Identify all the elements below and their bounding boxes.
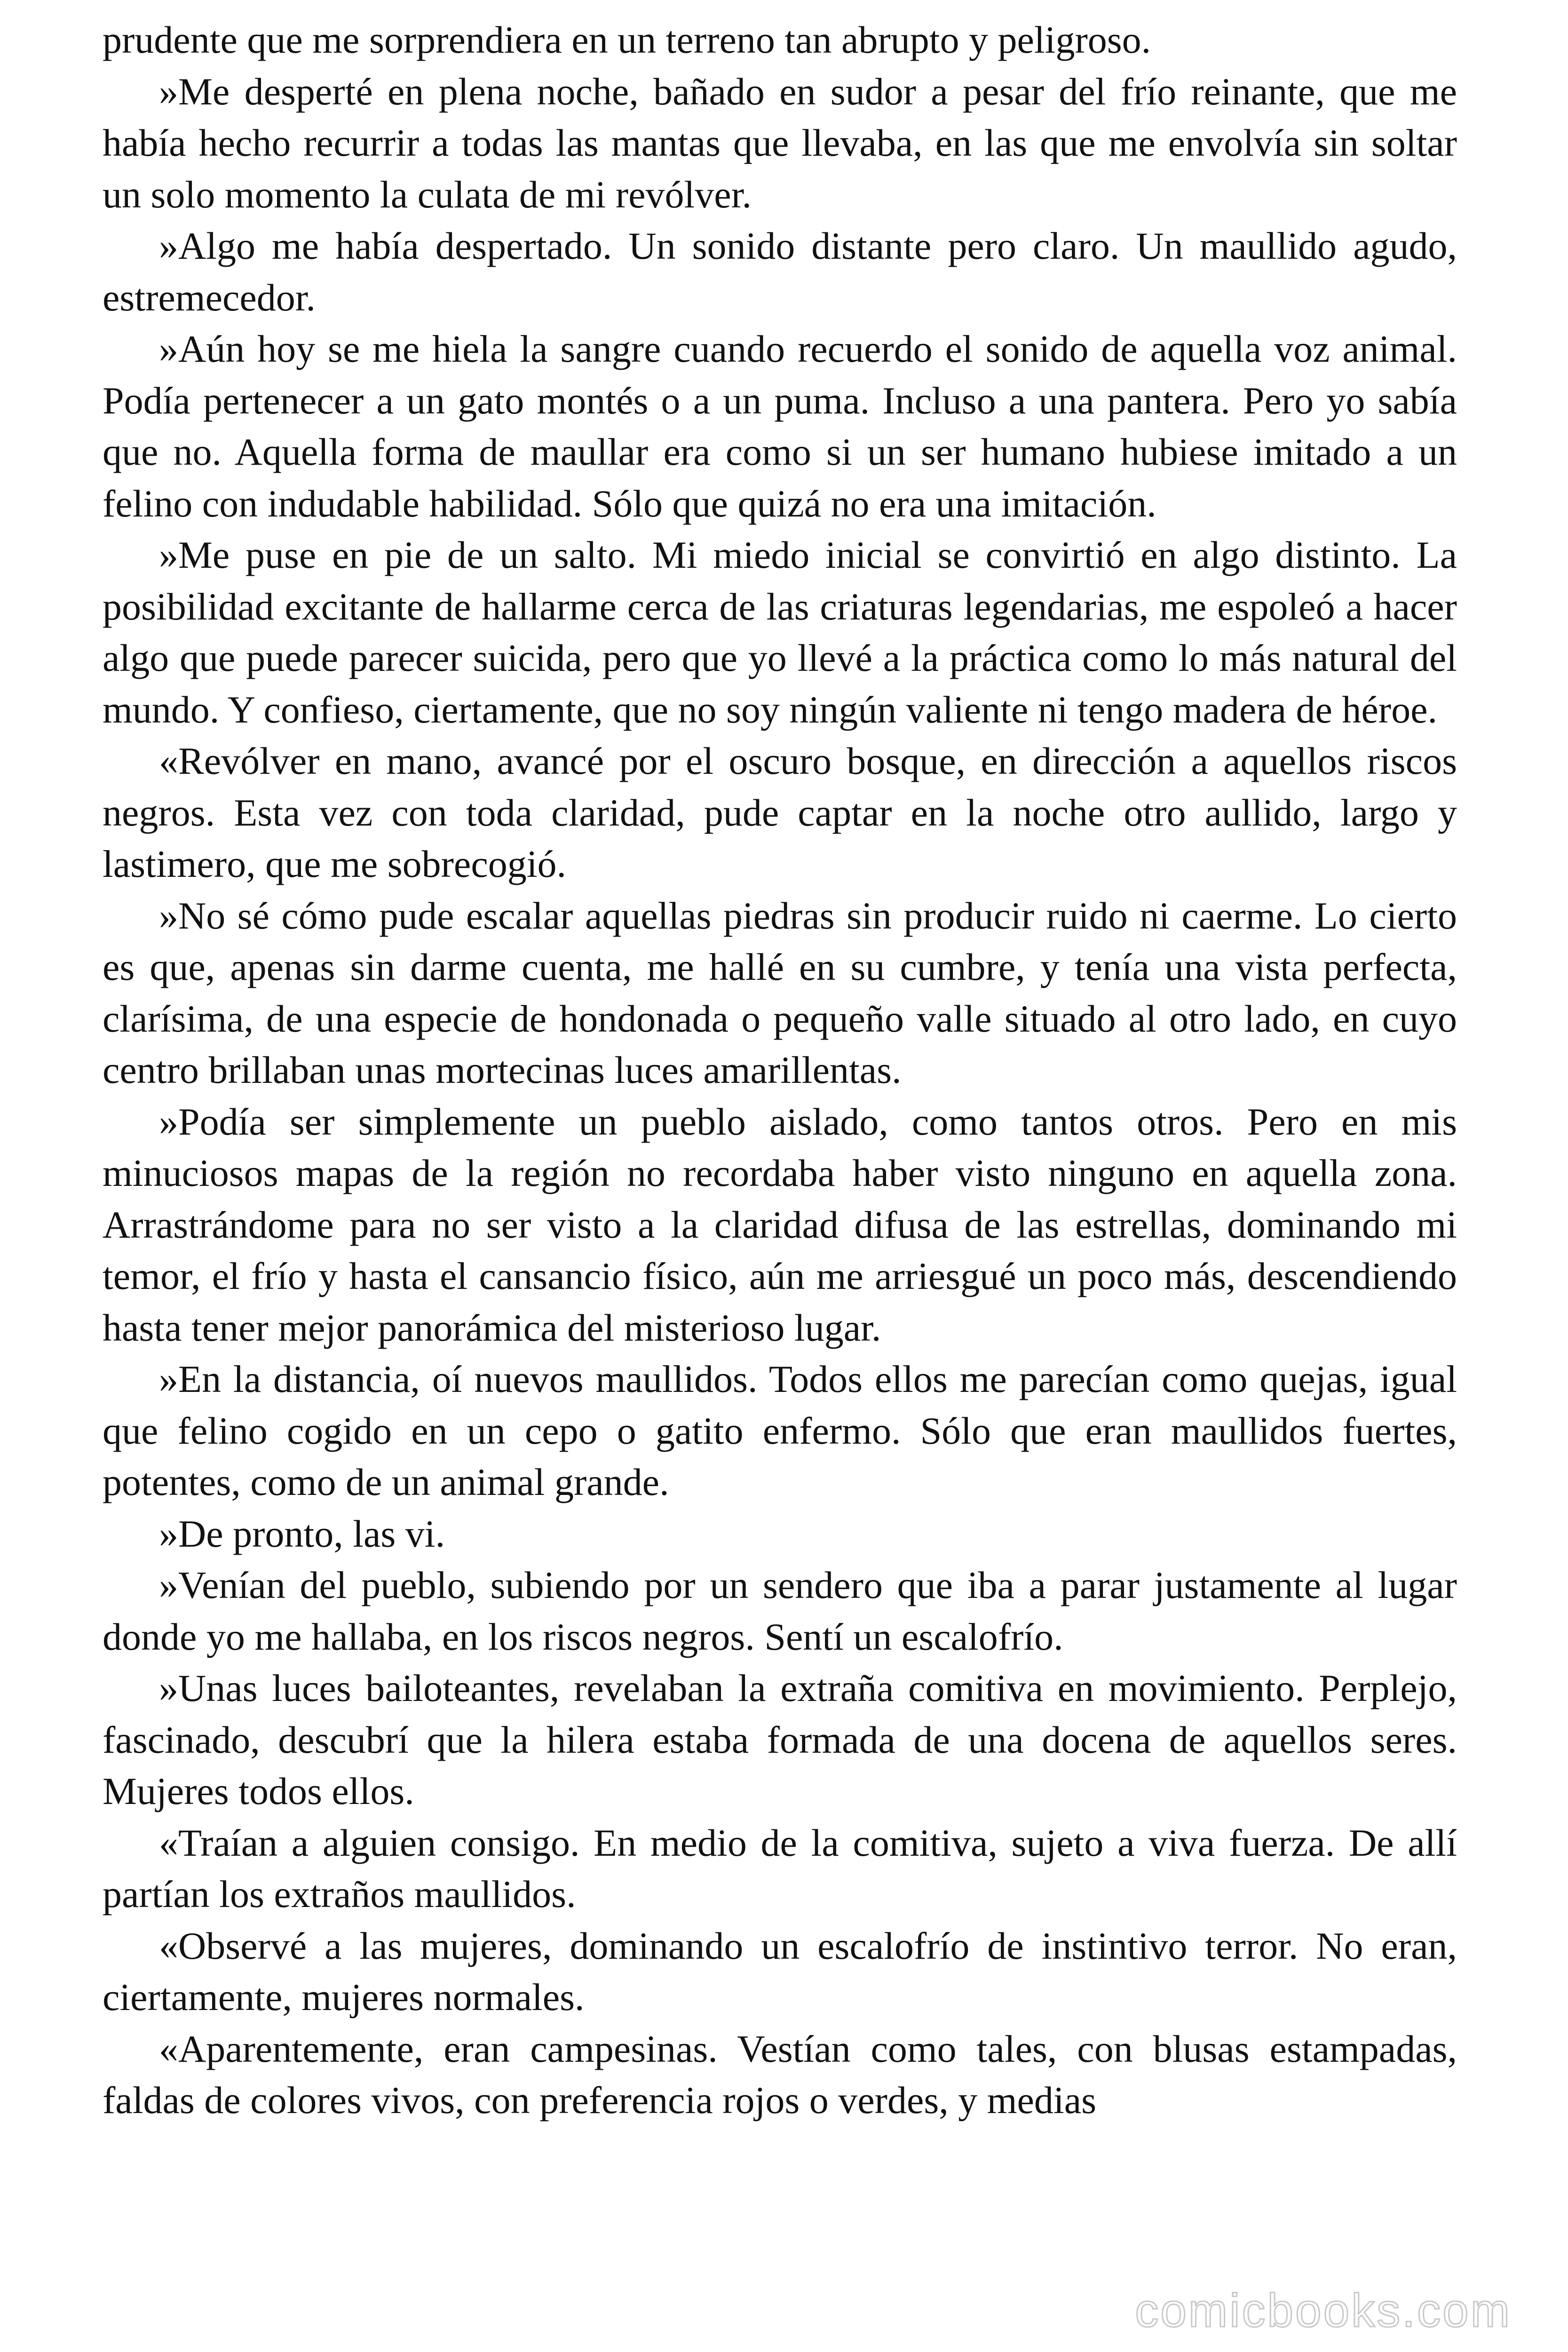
paragraph-15: «Aparentemente, eran campesinas. Vestían como tales, con blusas estampadas, faldas de colores vivos, con preferencia rojos o verdes, y medias (103, 2027, 1457, 2122)
paragraph-4: »Aún hoy se me hiela la sangre cuando recuerdo el sonido de aquella voz animal. Podía pertenecer a un gato montés o a un puma. Incluso a una pantera. Pero yo sabía que no. Aquella forma de maullar era como si un ser humano hubiese imitado a un felino con indudable habilidad. Sólo que quizá no era una imitación. (103, 327, 1457, 525)
paragraph-10: »De pronto, las vi. (159, 1512, 445, 1555)
paragraph-7: »No sé cómo pude escalar aquellas piedras sin producir ruido ni caerme. Lo cierto es que, apenas sin darme cuenta, me hallé en su cumbre, y tenía una vista perfecta, clarísima, de una especie de hondonada o pequeño valle situado al otro lado, en cuyo centro brillaban unas mortecinas luces amarillentas. (103, 894, 1457, 1091)
paragraph-14: «Observé a las mujeres, dominando un escalofrío de instintivo terror. No eran, ciertamente, mujeres normales. (103, 1924, 1457, 2018)
paragraph-1: prudente que me sorprendiera en un terreno tan abrupto y peligroso. (103, 18, 1151, 61)
paragraph-5: »Me puse en pie de un salto. Mi miedo inicial se convirtió en algo distinto. La posibilidad excitante de hallarme cerca de las criaturas legendarias, me espoleó a hacer algo que puede parecer suicida, pero que yo llevé a la práctica como lo más natural del mundo. Y confieso, ciertamente, que no soy ningún valiente ni tengo madera de héroe. (103, 533, 1457, 731)
paragraph-9: »En la distancia, oí nuevos maullidos. Todos ellos me parecían como quejas, igual que felino cogido en un cepo o gatito enfermo. Sólo que eran maullidos fuertes, potentes, como de un animal grande. (103, 1358, 1457, 1503)
watermark: comicbooks.com (1135, 2284, 1512, 2337)
paragraph-13: «Traían a alguien consigo. En medio de la comitiva, sujeto a viva fuerza. De allí partían los extraños maullidos. (103, 1821, 1457, 1915)
paragraph-3: »Algo me había despertado. Un sonido distante pero claro. Un maullido agudo, estremecedor. (103, 224, 1457, 319)
paragraph-8: »Podía ser simplemente un pueblo aislado, como tantos otros. Pero en mis minuciosos mapas de la región no recordaba haber visto ninguno en aquella zona. Arrastrándome para no ser visto a la claridad difusa de las estrellas, dominando mi temor, el frío y hasta el cansancio físico, aún me arriesgué un poco más, descendiendo hasta tener mejor panorámica del misterioso lugar. (103, 1100, 1457, 1349)
paragraph-2: »Me desperté en plena noche, bañado en sudor a pesar del frío reinante, que me había hecho recurrir a todas las mantas que llevaba, en las que me envolvía sin soltar un solo momento la culata de mi revólver. (103, 70, 1457, 216)
paragraph-6: «Revólver en mano, avancé por el oscuro bosque, en dirección a aquellos riscos negros. Esta vez con toda claridad, pude captar en la noche otro aullido, largo y lastimero, que me sobrecogió. (103, 739, 1457, 885)
paragraph-11: »Venían del pueblo, subiendo por un sendero que iba a parar justamente al lugar donde yo me hallaba, en los riscos negros. Sentí un escalofrío. (103, 1564, 1457, 1658)
paragraph-12: »Unas luces bailoteantes, revelaban la extraña comitiva en movimiento. Perplejo, fascinado, descubrí que la hilera estaba formada de una docena de aquellos seres. Mujeres todos ellos. (103, 1667, 1457, 1812)
page-text (103, 14, 1457, 2126)
